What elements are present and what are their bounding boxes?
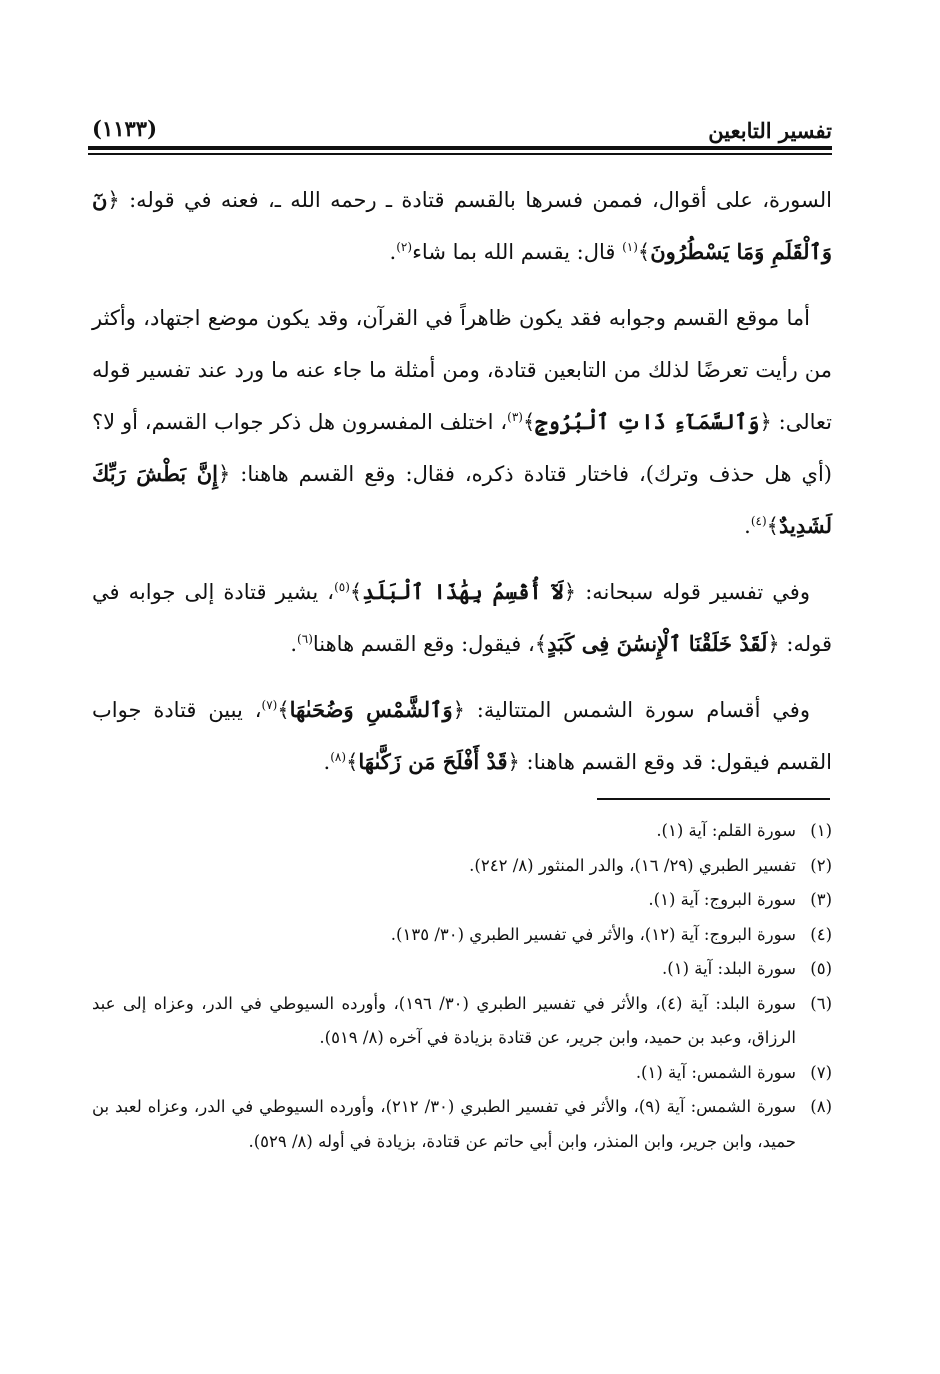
ornate-bracket: ﴾	[766, 514, 779, 538]
footnote-item	[92, 883, 832, 918]
page-number: (١١٣٣)	[92, 116, 157, 141]
footnote-item	[92, 849, 832, 884]
footnote-number: (٥)	[810, 959, 832, 978]
text-run: ، يشير قتادة إلى جوابه في قوله:	[92, 580, 832, 656]
ornate-bracket: ﴾	[534, 632, 548, 656]
footnote-number: (٧)	[810, 1062, 832, 1082]
footnote-item	[92, 987, 832, 1056]
ornate-bracket: ﴿	[563, 580, 577, 604]
footnote-ref: (٢)	[396, 240, 413, 254]
footnote-number: (٢)	[810, 855, 832, 875]
ornate-bracket: ﴿	[452, 698, 465, 722]
footnotes-section	[92, 814, 832, 1159]
footnote-text: سورة القلم: آية (١).	[656, 821, 796, 840]
text-run: ، يبين قتادة جواب القسم فيقول: قد وقع القسم هاهنا:	[92, 698, 832, 774]
main-text	[92, 174, 832, 802]
ornate-bracket: ﴾	[522, 410, 536, 434]
ornate-bracket: ﴿	[218, 462, 231, 486]
footnote-ref: (١)	[622, 240, 638, 254]
quran-verse: نٓ وَٱلْقَلَمِ وَمَا يَسْطُرُونَ	[92, 187, 832, 264]
header-rule-thin	[88, 153, 832, 155]
footnote-number: (١)	[810, 821, 832, 840]
footnote-text: سورة البلد: آية (٤)، والأثر في تفسير الطبري (٣٠/ ١٩٦)، وأورده السيوطي في الدر، وعزاه إلى عبد الرزاق، وعبد بن حميد، وابن جرير، عن قتادة بزيادة في آخره (٨/ ٥١٩).	[92, 993, 796, 1047]
text-run: .	[323, 750, 331, 774]
quran-verse: إِنَّ بَطْشَ رَبِّكَ لَشَدِيدٌ	[92, 461, 832, 538]
ornate-bracket: ﴿	[107, 188, 120, 212]
text-run: ، اختلف المفسرون هل ذكر جواب القسم، أو لا؟ (أي هل حذف وترك)، فاختار قتادة ذكره، فقال: وقع القسم هاهنا:	[92, 410, 832, 486]
footnote-ref: (٤)	[750, 514, 767, 528]
ornate-bracket: ﴾	[277, 698, 290, 722]
quran-verse: قَدْ أَفْلَحَ مَن زَكَّىٰهَا	[358, 749, 508, 774]
footnote-text: سورة البروج: آية (١).	[648, 890, 796, 909]
running-title: تفسير التابعين	[708, 118, 832, 143]
footnote-number: (٨)	[810, 1097, 832, 1116]
footnote-text: سورة الشمس: آية (١).	[635, 1062, 796, 1082]
quran-verse: وَٱلسَّمَآءِ ذَاتِ ٱلْبُرُوجِ	[535, 409, 760, 434]
text-run: ، فيقول: وقع القسم هاهنا	[312, 632, 535, 656]
footnote-item	[92, 1090, 832, 1159]
footnote-ref: (٨)	[330, 750, 347, 764]
footnote-number: (٦)	[810, 993, 832, 1013]
footnote-number: (٣)	[810, 890, 832, 909]
footnote-separator	[597, 798, 830, 800]
ornate-bracket: ﴿	[767, 632, 780, 656]
text-run: .	[290, 632, 298, 656]
paragraph	[92, 174, 832, 278]
running-header	[88, 110, 832, 150]
text-run: .	[744, 514, 751, 538]
footnote-text: تفسير الطبري (٢٩/ ١٦)، والدر المنثور (٨/ ٢٤٢).	[469, 855, 796, 875]
footnote-ref: (٧)	[261, 698, 278, 712]
text-run: وفي أقسام سورة الشمس المتتالية:	[464, 698, 810, 722]
ornate-bracket: ﴾	[349, 580, 363, 604]
header-rule-thick	[88, 146, 832, 150]
quran-verse: وَٱلشَّمْسِ وَضُحَىٰهَا	[289, 697, 453, 722]
paragraph	[92, 292, 832, 552]
text-run: وفي تفسير قوله سبحانه:	[576, 580, 810, 604]
footnote-ref: (٦)	[297, 632, 313, 646]
footnote-ref: (٣)	[507, 410, 523, 424]
footnote-text: سورة البلد: آية (١).	[662, 959, 796, 978]
footnote-ref: (٥)	[334, 580, 350, 594]
paragraph	[92, 684, 832, 788]
footnote-item	[92, 1056, 832, 1091]
ornate-bracket: ﴿	[507, 750, 520, 774]
footnote-text: سورة الشمس: آية (٩)، والأثر في تفسير الطبري (٣٠/ ٢١٢)، وأورده السيوطي في الدر، وعزاه لعبد بن حميد، وابن جرير، وابن المنذر، وابن أبي حاتم عن قتادة، بزيادة في أوله (٨/ ٥٢٩).	[92, 1097, 797, 1151]
ornate-bracket: ﴾	[346, 750, 359, 774]
quran-verse: لَآ أُقْسِمُ بِهَٰذَا ٱلْبَلَدِ	[362, 579, 564, 604]
text-run: .	[389, 240, 397, 264]
footnote-item	[92, 814, 832, 849]
text-run: السورة، على أقوال، فممن فسرها بالقسم قتادة ـ رحمه الله ـ، فعنه في قوله:	[119, 188, 832, 212]
footnote-item	[92, 952, 832, 987]
footnote-text: سورة البروج: آية (١٢)، والأثر في تفسير الطبري (٣٠/ ١٣٥).	[390, 924, 796, 944]
paragraph	[92, 566, 832, 670]
text-run: أما موقع القسم وجوابه فقد يكون ظاهراً في القرآن، وقد يكون موضع اجتهاد، وأكثر من رأيت تعرضًا لذلك من التابعين قتادة، ومن أمثلة ما جاء عنه ما ورد عند تفسير قوله تعالى:	[92, 306, 832, 434]
text-run: قال: يقسم الله بما شاء	[412, 240, 623, 264]
footnote-item	[92, 918, 832, 953]
ornate-bracket: ﴿	[759, 410, 772, 434]
footnote-number: (٤)	[810, 924, 832, 944]
ornate-bracket: ﴾	[637, 240, 651, 264]
quran-verse: لَقَدْ خَلَقْنَا ٱلْإِنسَٰنَ فِى كَبَدٍ	[547, 631, 768, 656]
